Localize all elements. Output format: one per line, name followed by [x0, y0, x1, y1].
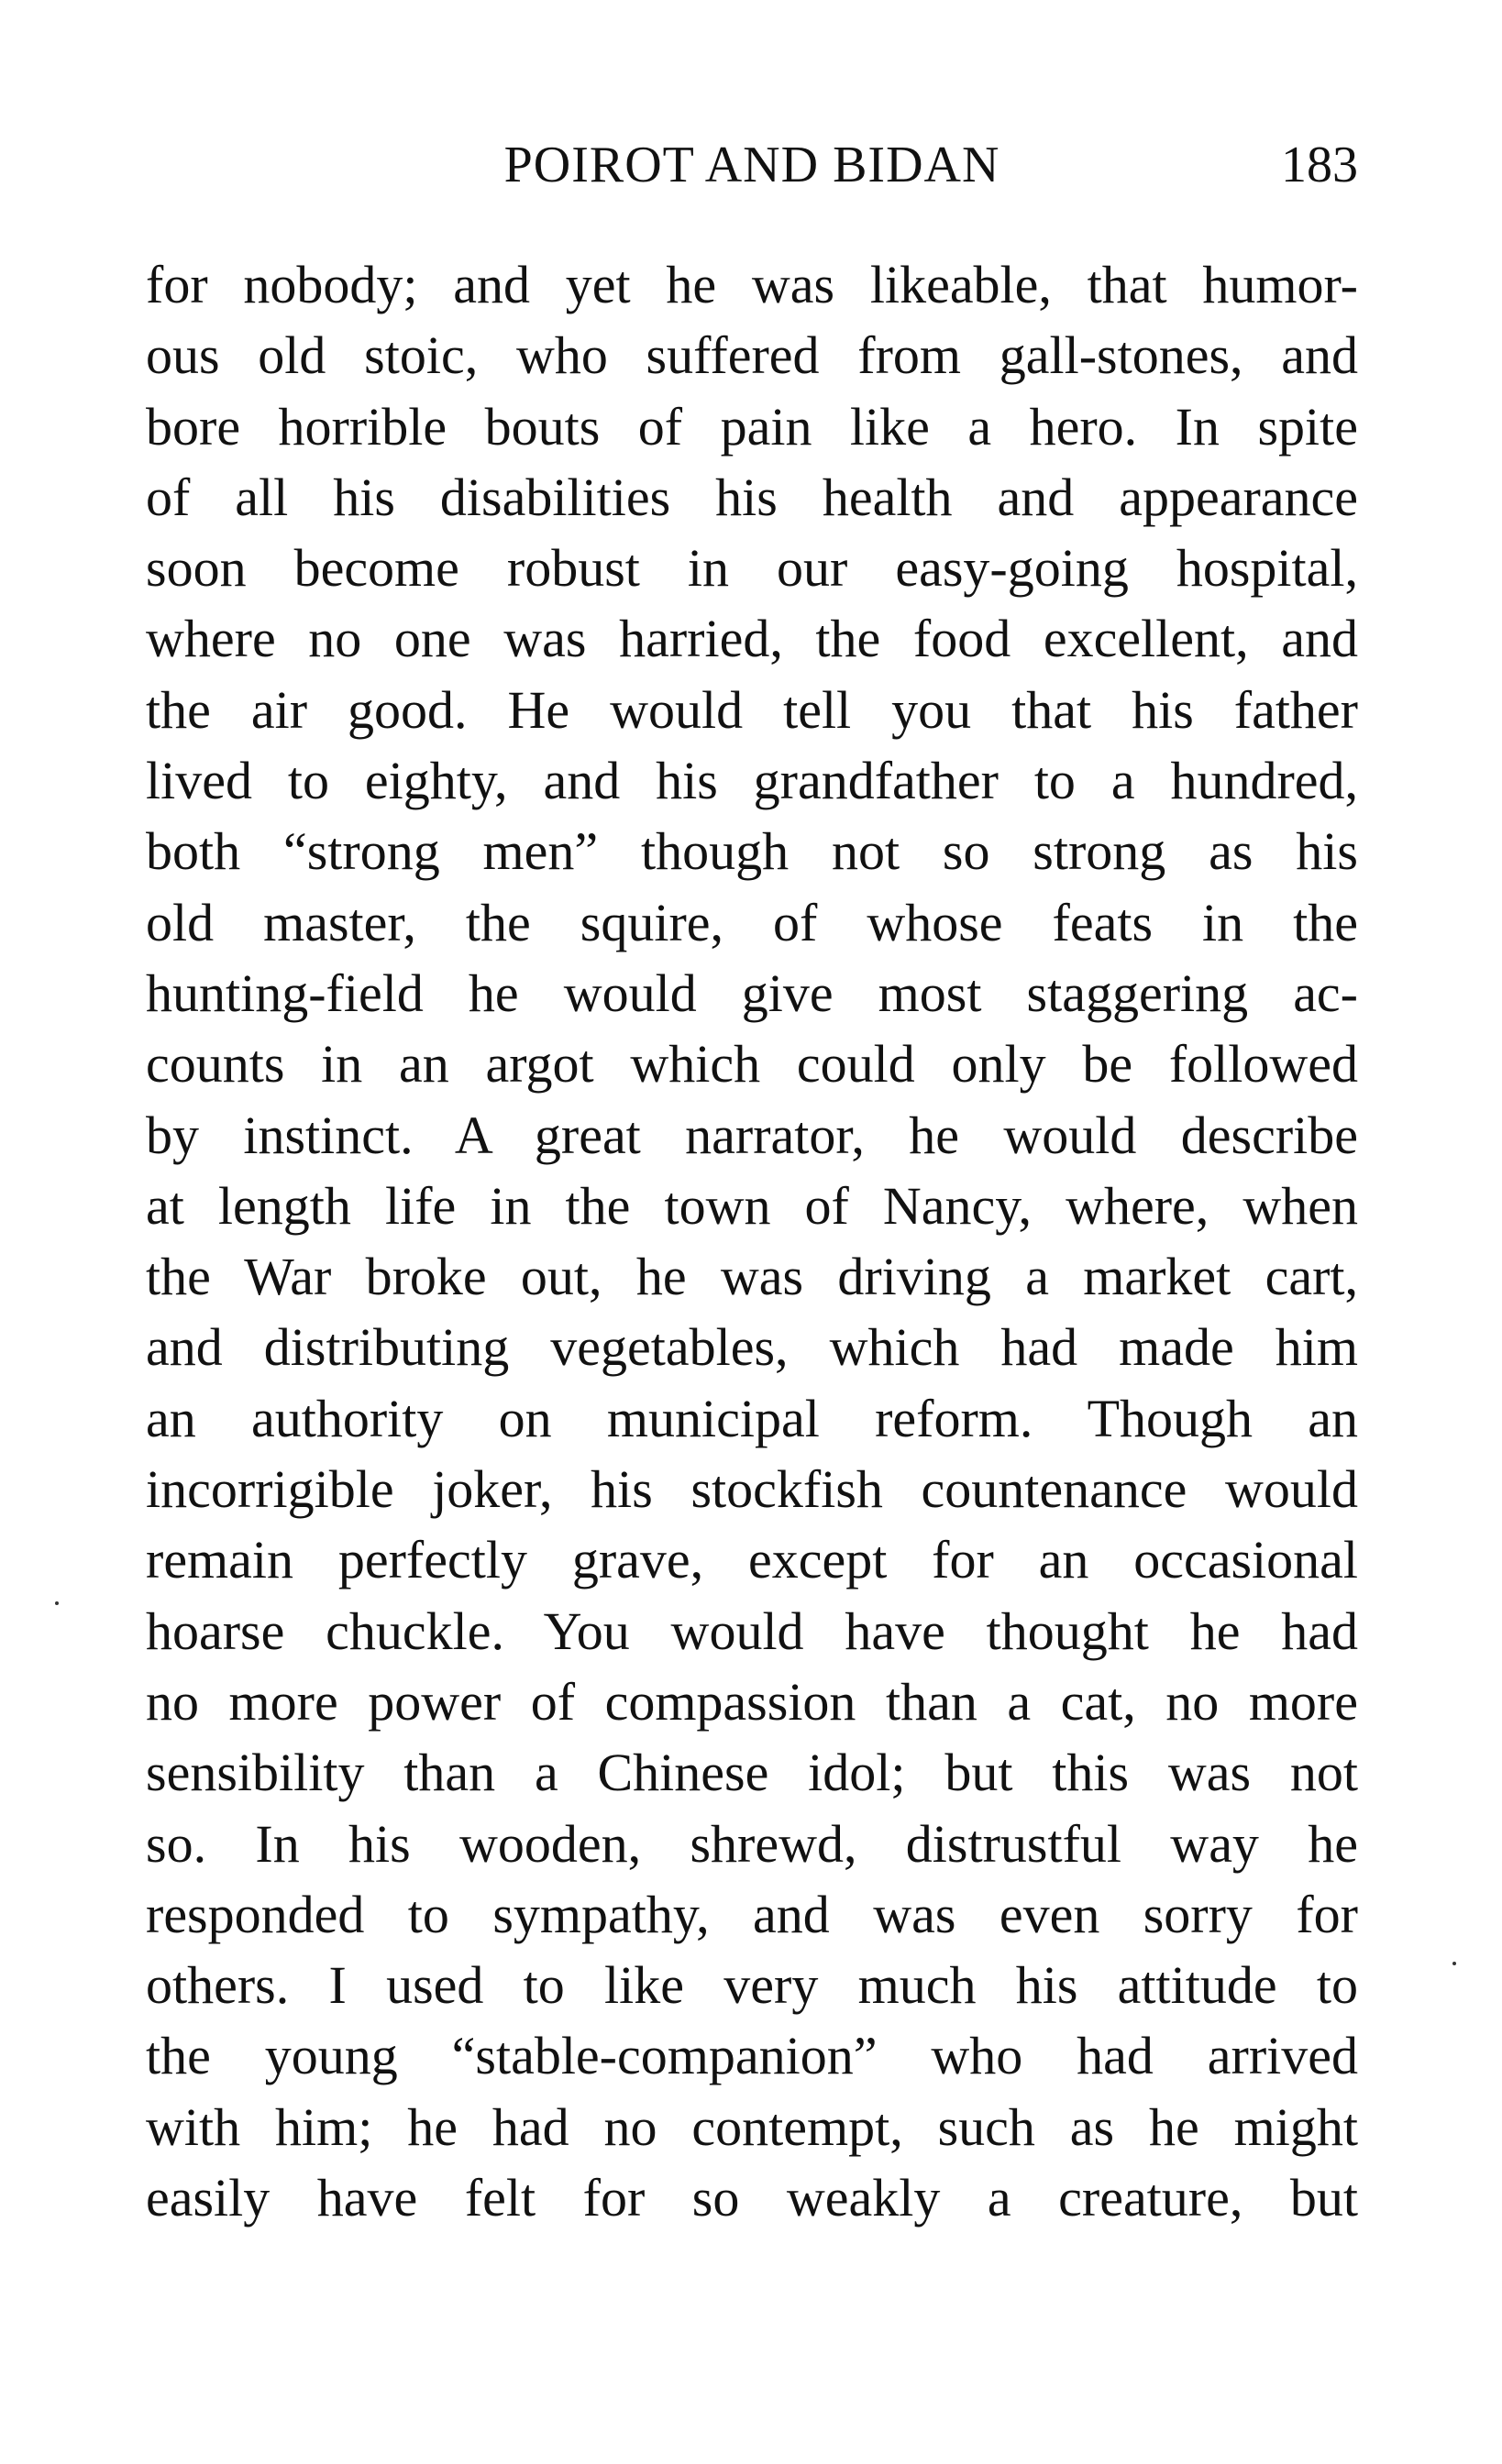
text-line: others. I used to like very much his attitude to — [146, 1955, 1358, 2016]
text-line: counts in an argot which could only be followed — [146, 1034, 1358, 1094]
text-line: an authority on municipal reform. Though an — [146, 1388, 1358, 1448]
text-line: hoarse chuckle. You would have thought he had — [146, 1600, 1358, 1661]
text-line: where no one was harried, the food excellent, and — [146, 609, 1358, 669]
text-line: the air good. He would tell you that his father — [146, 679, 1358, 740]
text-line: of all his disabilities his health and appearance — [146, 467, 1358, 527]
text-line: old master, the squire, of whose feats in the — [146, 892, 1358, 952]
text-line: responded to sympathy, and was even sorry for — [146, 1884, 1358, 1944]
text-line: remain perfectly grave, except for an occasional — [146, 1530, 1358, 1590]
text-line: incorrigible joker, his stockfish countenance would — [146, 1459, 1358, 1520]
text-line: both “strong men” though not so strong as his — [146, 821, 1358, 882]
text-line: the War broke out, he was driving a market cart, — [146, 1247, 1358, 1307]
text-line: for nobody; and yet he was likeable, that humor- — [146, 255, 1358, 314]
text-line: the young “stable-companion” who had arrived — [146, 2026, 1358, 2086]
text-line: by instinct. A great narrator, he would describe — [146, 1105, 1358, 1165]
text-line: with him; he had no contempt, such as he might — [146, 2096, 1358, 2157]
page-number: 183 — [1281, 137, 1358, 193]
page-header — [146, 136, 1358, 200]
text-line: soon become robust in our easy-going hospital, — [146, 538, 1358, 599]
running-title: POIROT AND BIDAN — [503, 137, 1000, 193]
text-line: and distributing vegetables, which had made him — [146, 1317, 1358, 1378]
text-line: hunting-field he would give most staggering ac- — [146, 962, 1358, 1023]
text-line: no more power of compassion than a cat, no more — [146, 1671, 1358, 1732]
text-line: at length life in the town of Nancy, where, when — [146, 1175, 1358, 1236]
text-line: easily have felt for so weakly a creature, but — [146, 2168, 1358, 2228]
scan-speck — [55, 1601, 59, 1605]
text-line: ous old stoic, who suffered from gall-stones, and — [146, 325, 1358, 386]
text-line: lived to eighty, and his grandfather to a hundred, — [146, 751, 1358, 811]
body-text — [146, 249, 1358, 2233]
text-line: bore horrible bouts of pain like a hero. In spite — [146, 396, 1358, 456]
scan-speck — [1452, 1962, 1456, 1965]
text-line: so. In his wooden, shrewd, distrustful way he — [146, 1813, 1358, 1874]
text-line: sensibility than a Chinese idol; but this was not — [146, 1743, 1358, 1803]
